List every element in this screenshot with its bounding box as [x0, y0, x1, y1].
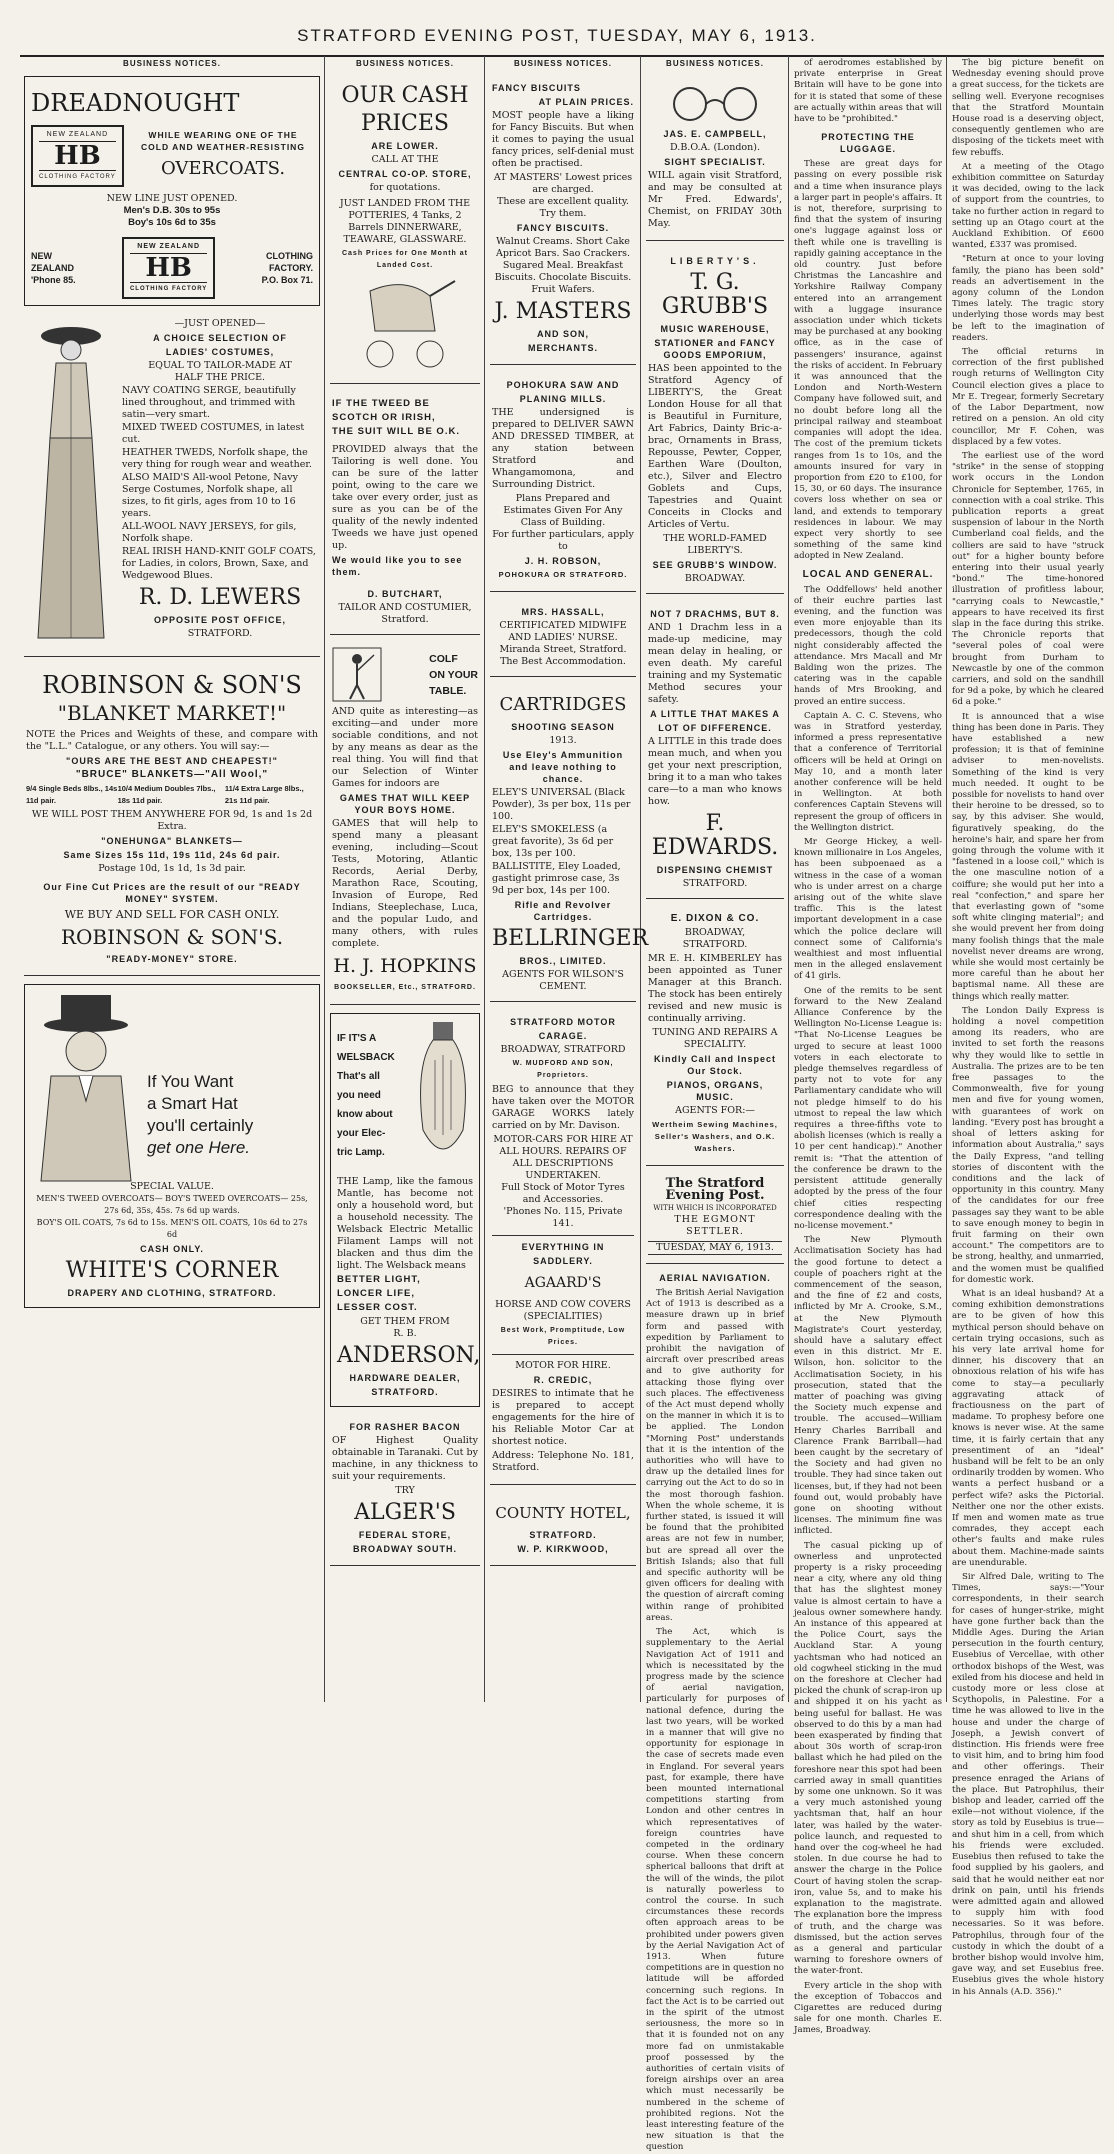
dreadnought-ad: [24, 76, 320, 306]
butchart-trade: TAILOR AND COSTUMIER,: [338, 602, 472, 613]
white-line: MEN'S TWEED OVERCOATS— BOY'S TWEED OVERCOATS— 25s, 27s 6d, 35s, 45s. 7s 6d up wards.: [36, 1194, 308, 1215]
ad-product: OVERCOATS.: [160, 158, 286, 179]
bell-item: ELEY'S UNIVERSAL (Black Powder), 3s per box, 11s per 100.: [492, 787, 631, 822]
robinson-blanket: "BLANKET MARKET!": [57, 701, 287, 725]
masters-name: J. MASTERS: [494, 299, 632, 324]
page-masthead: [0, 0, 1114, 56]
lewers-half: HALF THE PRICE.: [174, 372, 266, 383]
article-title: PROTECTING THE LUGGAGE.: [821, 132, 915, 155]
saddlery-name: AGAARD'S: [524, 1275, 602, 1291]
masthead-title: STRATFORD EVENING POST, TUESDAY, MAY 6, 1913.: [297, 26, 817, 45]
coop-prices: PRICES: [360, 111, 450, 136]
anderson-get: GET THEM FROM: [360, 1316, 450, 1327]
column-5: [794, 58, 942, 2036]
bell-rifle: Rifle and Revolver Cartridges.: [514, 900, 612, 922]
hassall-street: Miranda Street, Stratford.: [499, 644, 627, 655]
masters-trade: MERCHANTS.: [528, 343, 598, 353]
anderson-benefit: LESSER COST.: [337, 1302, 418, 1313]
logo-text: HB: [54, 141, 101, 171]
masters-and: AND SON,: [536, 329, 589, 339]
motor-addr: BROADWAY, STRATFORD: [500, 1044, 626, 1055]
grubb-text: HAS been appointed to the Stratford Agency of LIBERTY'S, the Great London House for all that is Beautiful in Furniture, Art Fabrics, Dainty Bric-a-brac, Ornaments in Brass, Repousse, Pewter, Copper, Earthen Ware (Doulton, etc.), Silver and Electro Goblets and Cups, Tapestries and Quaint Conceits in Clocks and Articles of Vertu.: [648, 363, 782, 530]
coop-quot: for quotations.: [369, 182, 441, 193]
logo-text: CLOTHING FACTORY: [39, 170, 116, 183]
butchart-h: SCOTCH OR IRISH,: [332, 412, 436, 423]
saddlery-h: SADDLERY.: [533, 1256, 593, 1266]
dixon-text: MR E. H. KIMBERLEY has been appointed as Tuner Manager at this Branch. The stock has been entirely revised and new music is continually arriving.: [648, 953, 782, 1024]
white-want: If You Want: [147, 1072, 234, 1091]
anderson-thats: you need: [337, 1089, 381, 1101]
gentleman-hat-illustration: [31, 991, 141, 1181]
article-paragraph: The Oddfellows' held another of their euchre parties last evening, and the function was even more enjoyable than its predecessors, though the cold night considerably affected the attendance. Mrs Macall and Mr Balding won the prizes. The catering was in the capable hands of Mrs Brooking, and proved an entire success.: [794, 584, 942, 707]
article-paragraph: It is announced that a wise thing has been done in Paris. They have established a new profession; it is that of feminine adviser to men-novelists. Something of the kind is very much needed. It ought to be possible for novelists to hand over their heroine to be dressed, so to say, by this adviser. She would, figuratively speaking, do the heroine's hair, and spare her from going through the volume with it "fastened in a loose coil," which is the one masculine notion of a coiffure; she would put her into a real "confection," and spare her that everlasting gown of "some soft white clinging material"; and she would prevent her from doing many foolish things that the male novelist never dreams are wrong, while she would most certainly be more careful than he about her baptismal name. All these are things which really matter.: [952, 711, 1104, 1002]
anderson-thats: your Elec-: [337, 1127, 386, 1139]
editorial-masthead: [646, 1174, 784, 1264]
white-want: you'll certainly: [147, 1116, 254, 1135]
white-line: BOY'S OIL COATS, 7s 6d to 15s. MEN'S OIL COATS, 10s 6d to 27s 6d: [36, 1218, 308, 1239]
column-1: [24, 58, 320, 1702]
credic-addr: Address: Telephone No. 181, Stratford.: [492, 1450, 634, 1473]
masters-fb: FANCY BISCUITS.: [516, 223, 610, 233]
article-paragraph: The Act, which is supplementary to the Aerial Navigation Act of 1911 and which is necessitated by the progress made by the science of aerial navigation, particularly for purposes of national defence, during the last two years, will be worked in a manner that will give no opportunity for espionage in the case of secrets made even in England. For several years past, for example, there have been mounted international competitions starting from London and other centres in which representatives of foreign countries have competed in the ordinary course. When these concern spherical balloons that drift at the will of the winds, the pilot is naturally powerless to control the course. In such circumstances these records often approach areas to be prohibited under powers given by the Aerial Navigation Act of 1913. When future competitions are in question no latitude will be afforded concerning such regions. In fact the Act is to be carried out in the spirit of the utmost seriousness, the more so in that it is founded not on any more fad on unmistakable proof possessed by the authorities of certain visits of foreign airships over an area which must necessarily be numbered in the scheme of prohibited regions. Not the least interesting feature of the new situation is that the question: [646, 1627, 784, 2153]
dixon-kindly: Kindly Call and Inspect Our Stock.: [653, 1054, 777, 1076]
edwards-trade: DISPENSING CHEMIST: [656, 865, 774, 875]
article-title: LOCAL AND GENERAL.: [802, 568, 934, 580]
blanket-size: 11/4 Extra Large 8lbs., 21s 11d pair.: [224, 784, 304, 805]
butchart-name: D. BUTCHART,: [367, 589, 443, 599]
masters-text: MOST people have a liking for Fancy Biscuits. But when it comes to paying the usual fancy prices, self-denial must often be practised.: [492, 110, 634, 169]
local-general-article: [794, 585, 942, 2037]
robinson-name2: ROBINSON & SON'S.: [60, 925, 284, 949]
butchart-town: Stratford.: [381, 614, 429, 625]
article-paragraph: of aerodromes established by private enterprise in Great Britain will have to be gone into for it is stated that some of these are actually within areas that will have to be "prohibited.": [794, 58, 942, 125]
motor-h: STRATFORD MOTOR: [510, 1017, 616, 1027]
logo-text: NEW ZEALAND: [39, 129, 116, 142]
anderson-text: THE Lamp, like the famous Mantle, has become not only a household word, but a household necessity. The Welsback Electric Metallic Filament Lamps will not blacken and thus dim the light. The Welsback means: [337, 1176, 473, 1271]
white-name: WHITE'S CORNER: [65, 1258, 279, 1283]
article-paragraph: These are great days for passing on every possible risk and a time when insurance plays a larger part in people's affairs. It is not, therefore, surprising to find that the system of insuring one's luggage against loss or theft while one is travelling is rapidly gaining acceptance in the old country. Just before Christmas the Lancashire and Yorkshire Railway Company entered into an arrangement with a luggage insurance association under which tickets may be purchased at any booking office, as in the case of passengers' insurance, against the risks of accident. In February it was announced that the London and North-Western Company have followed suit, and no doubt before long all the principal railway and steamboat companies will adopt the idea. The cost of the premium tickets ranges from 1s to 10s, and the amounts insured for vary in proportion from £20 to £100, for 15, 30, or 60 days. The insurance covers loss whether on sea or land, and extends to temporary residences in labour. We may expect very shortly to see something of the same kind adopted in New Zealand.: [794, 159, 942, 562]
anderson-ad: [330, 1013, 480, 1407]
robinson-cheapest: "OURS ARE THE BEST AND CHEAPEST!": [66, 756, 278, 766]
hopkins-text: AND quite as interesting—as exciting—and under more sociable conditions, and not by any means as dear as the real thing. You will find that our Selection of Winter Games for indoors are: [332, 706, 478, 789]
grubb-see: SEE GRUBB'S WINDOW.: [652, 560, 778, 570]
white-want: a Smart Hat: [147, 1094, 238, 1113]
hassall-cert: CERTIFICATED MIDWIFE AND LADIES' NURSE.: [499, 620, 627, 643]
dixon-agents: AGENTS FOR:—: [675, 1105, 755, 1116]
robinson-buy: WE BUY AND SELL FOR CASH ONLY.: [64, 908, 280, 921]
lewers-equal: EQUAL TO TAILOR-MADE AT: [148, 360, 292, 371]
dixon-wert: Wertheim Sewing Machines, Seller's Washers, and O.K. Washers.: [652, 1120, 778, 1153]
article-paragraph: The earliest use of the word "strike" in the sense of stopping work occurs in the London Chronicle for September, 1765, in connection with a coal strike. This publication reports a great suspension of labour in the North Cumberland coal fields, and the colliers are said to have "struck out" for a higher bounty before entering into their usual yearly "bond." The time-honored illustration of profitless labour, "carrying coals to Newcastle," appears to have received its first slap in the face during this strike. The Chronicle reports that "several poles of coal were brought from Durham to Newcastle by one of the common carriers, and sold on the sandhill for 9d a poke, by which he cleared 6d a poke.": [952, 450, 1104, 708]
butchart-text: PROVIDED always that the Tailoring is well done. You can be sure of the latter point, owing to the care we take over every order, just as sure as you can be of the quality of the newly indented Tweeds we have just opened up.: [332, 444, 478, 551]
article-paragraph: Sir Alfred Dale, writing to The Times, says:—"Your correspondents, in their search for cases of hunger-strike, might have gone further back than the Middle Ages. During the Arian persecution in the fourth century, Eusebius of Vercellae, with other orthodox bishops of the West, was exiled from his diocese and held in custody more or less close at Scythopolis, in Palestine. For a time he was allowed to live in the house and under the charge of Joseph, a Jewish convert of distinction. His friends were free to visit him, and to bring him food and other offerings. Their presence enraged the Arians of the place. But Patrophilus, their bishop and leader, carried off the exile—not without violence, if the story as told by Eusebius is true—and shut him in a cell, from which his friends were excluded. Eusebius then refused to take the food supplied by his gaolers, and said that he would neither eat nor drink on pain, until his friends were admitted again and allowed to supply him with food necessaries. So it was before. Patrophilus, through four of the custody in which the doubt of a brother bishop would involve him, gave way, and set Eusebius free. Eusebius gives the whole history in his Annals (A.D. 356).": [952, 1572, 1104, 1997]
alger-text: OF Highest Quality obtainable in Taranaki. Cut by machine, in any thickness to suit your requirements.: [332, 1435, 478, 1482]
robinson-name: ROBINSON & SON'S: [42, 671, 302, 699]
lewers-item: NAVY COATING SERGE, beautifully lined throughout, and trimmed with satin—very smart.: [122, 385, 296, 420]
grubb-music: MUSIC WAREHOUSE,: [660, 324, 770, 334]
lewers-choice: A CHOICE SELECTION OF: [153, 333, 287, 343]
motor-stock: Full Stock of Motor Tyres and Accessories.: [501, 1182, 625, 1205]
ad-left-line: NEW: [31, 251, 52, 261]
county-town: STRATFORD.: [529, 1530, 597, 1540]
column-6: [952, 58, 1104, 1997]
saddlery-h: EVERYTHING IN: [521, 1242, 605, 1252]
spectacles-icon: [660, 84, 770, 124]
masters-h: AT PLAIN PRICES.: [538, 97, 634, 107]
bell-h2: SHOOTING SEASON: [511, 722, 615, 732]
lewers-town: STRATFORD.: [187, 628, 253, 639]
robson-h: PLANING MILLS.: [519, 394, 607, 404]
hopkins-ad: [330, 643, 480, 1005]
saddlery-best: Best Work, Promptitude, Low Prices.: [500, 1327, 626, 1346]
edwards-text2: A LITTLE in this trade does mean much, and when you get your next prescription, bring it to a man who takes care—to a man who knows how.: [648, 736, 782, 807]
article-paragraph: What is an ideal husband? At a coming exhibition demonstrations are to be given of how this mythical person should behave on certain trying occasions, such as his very late arrival home for dinner, his discovery that an obnoxious relation of his wife has come to stay—a peculiarly aggravating attack of fractiousness on the part of madame. To prophesy before one knows is never wise. At the same time, it is fairly certain that any presentiment of an "ideal" husband will be felt to be an only ordinarily trodden by women. Who wants a perfect husband or a perfect wife? asks the Pictorial. Neither one nor the other exists. If men and women mate as true comrades, they accept each other's faults and make rules about them. Machine-made saints are unendurable.: [952, 1288, 1104, 1568]
notes-article: [952, 58, 1104, 1998]
edwards-little: LOT OF DIFFERENCE.: [658, 723, 772, 733]
robinson-note: NOTE the Prices and Weights of these, and compare with the "L.L." Catalogue, or any others. You will say:—: [26, 729, 318, 752]
robson-ad: [490, 373, 636, 592]
bellringer-ad: [490, 685, 649, 1002]
masters-list: Walnut Creams. Short Cake Apricot Bars. Sao Crackers. Sugared Meal. Breakfast Biscuits. Chocolate Biscuits. Fruit Wafers.: [494, 236, 632, 295]
anderson-trade: HARDWARE DEALER,: [349, 1373, 461, 1383]
edwards-town: STRATFORD.: [682, 878, 748, 889]
article-paragraph: The London Daily Express is holding a novel competition among its readers, who are invited to set forth the reasons why they would like to settle in Australia. The prizes are to be ten free passages to the Commonwealth, five for young men and five for young women, with guarantees of work on landing. "Every post has brought a shoal of letters asking for information about Australia," says the Daily Express, "and telling stories of discontent with the conditions and the lack of opportunity in this country. Many of the candidates for our free passages say they want to be able to save enough money to begin in fruit farming on their own account." The competitors are to be strong, healthy, and unmarried, and the women must be qualified for domestic work.: [952, 1005, 1104, 1285]
hopkins-trade: BOOKSELLER, Etc., STRATFORD.: [334, 984, 476, 991]
robinson-post: WE WILL POST THEM ANYWHERE FOR 9d, 1s and 1s 2d Extra.: [31, 809, 313, 832]
article-paragraph: One of the remits to be sent forward to the New Zealand Alliance Conference by the Wellington No-License League is: "That No-License Leagues be urged to secure at least 1000 voters in each electorate to pledge themselves regardless of party not to vote for any Parliamentary candidate who will not pledge himself to do his utmost to repeal the law which requires a three-fifths vote to abolish licenses (which is really a 10 per cent handicap)." Another remit is: "That the attention of the conference be drawn to the persistent attitude generally adopted by the press of the four chief cities respecting correspondence dealing with the no-license movement.": [794, 985, 942, 1231]
alger-name: ALGER'S: [354, 1500, 456, 1525]
masters-h: FANCY BISCUITS: [492, 83, 581, 93]
bell-agents: AGENTS FOR WILSON'S: [502, 969, 624, 980]
anderson-thats: That's all: [337, 1070, 380, 1082]
dixon-pianos: PIANOS, ORGANS, MUSIC.: [666, 1080, 764, 1102]
dixon-town: STRATFORD.: [682, 939, 748, 950]
grubb-ad: [646, 249, 784, 594]
robson-h: POHOKURA SAW AND: [506, 380, 620, 390]
robson-plans: Plans Prepared and Estimates Given For Any Class of Building.: [503, 493, 623, 528]
edwards-little: A LITTLE THAT MAKES A: [650, 709, 780, 719]
county-name: COUNTY HOTEL,: [495, 1504, 631, 1522]
lewers-item: MIXED TWEED COSTUMES, in latest cut.: [122, 422, 305, 445]
coop-landed: JUST LANDED FROM THE POTTERIES, 4 Tanks, 2 Barrels DINNERWARE, TEAWARE, GLASSWARE.: [339, 198, 471, 245]
dixon-tuning: TUNING AND REPAIRS A SPECIALITY.: [652, 1027, 778, 1050]
hopkins-golf: COLF: [429, 652, 458, 665]
article-paragraph: Mr George Hickey, a well-known millionaire in Los Angeles, has been subpoenaed as a witness in the case of a woman who is under arrest on a charge arising out of the white slave traffic. This is the latest important development in a case which the police declare will connect some of California's wealthiest and most influential men in the alleged enslavement of 41 girls.: [794, 837, 942, 982]
hassall-best: The Best Accommodation.: [500, 656, 626, 667]
alger-ad: [330, 1415, 480, 1566]
robinson-same: Same Sizes 15s 11d, 19s 11d, 24s 6d pair.: [63, 850, 281, 860]
bell-item: ELEY'S SMOKELESS (a great favorite), 3s 6d per box, 13s per 100.: [492, 824, 614, 859]
article-title: AERIAL NAVIGATION.: [659, 1273, 771, 1283]
robson-name: J. H. ROBSON,: [524, 556, 602, 566]
robinson-postage: Postage 10d, 1s 1d, 1s 3d pair.: [98, 863, 246, 874]
section-label: BUSINESS NOTICES.: [123, 59, 221, 68]
white-want: get one Here.: [147, 1138, 251, 1157]
motor-h: CARAGE.: [538, 1031, 588, 1041]
grubb-liberty: LIBERTY'S.: [670, 256, 760, 266]
ad-left-line: 'Phone 85.: [31, 275, 76, 285]
motor-text: BEG to announce that they have taken over the MOTOR GARAGE WORKS lately carried on by Mr. Davison.: [492, 1084, 634, 1131]
anderson-benefit: BETTER LIGHT,: [337, 1274, 421, 1285]
credic-motor: MOTOR FOR HIRE.: [515, 1360, 611, 1371]
butchart-like: We would like you to see them.: [332, 555, 463, 577]
lady-costume-illustration: [26, 318, 116, 648]
motor-hire: MOTOR-CARS FOR HIRE AT ALL HOURS. REPAIRS OF ALL DESCRIPTIONS UNDERTAKEN.: [493, 1134, 633, 1181]
grubb-street: BROADWAY.: [684, 573, 746, 584]
price-boys: Boy's 10s 6d to 35s: [128, 217, 216, 228]
masters-ad: [490, 76, 636, 365]
logo-text: NEW ZEALAND: [130, 241, 207, 254]
column-separator: [640, 56, 641, 1702]
motor-name: W. MUDFORD AND SON, Proprietors.: [512, 1060, 614, 1079]
hopkins-games2: GAMES that will help to spend many a pleasant evening, including—Scout Tests, Motoring, Atlantic Records, Aerial Derby, Marathon Race, Scouting, Invasion of Europe, Red Indians, Steeplechase, Luca, and the popular Ludo, and many others, with rules complete.: [332, 818, 478, 949]
article-paragraph: The British Aerial Navigation Act of 1913 is described as a measure drawn up in brief form and passed with expedition by Parliament to prohibit the navigation of aircraft over prescribed areas and to give authority for attacking those flying over such places. The effectiveness of the Act must depend wholly on the manner in which it is to be applied. The London "Morning Post" understands that it is the intention of the authorities who will have to draw up the detailed lines for carrying out the Act to do so in the most thorough fashion. When the whole scheme, it is further stated, is issued it will be found that the prohibited areas are not few in number, but are spread all over the British Islands; also that full and specific authority will be given officers for dealing with the question of aircraft coming within range of prohibited areas.: [646, 1288, 784, 1623]
bell-bros: BROS., LIMITED.: [519, 956, 607, 966]
anderson-town: STRATFORD.: [371, 1387, 439, 1397]
hopkins-table: TABLE.: [429, 684, 467, 697]
ad-right-line: FACTORY.: [268, 263, 313, 273]
robinson-store: "READY-MONEY" STORE.: [106, 954, 238, 964]
column-separator: [484, 56, 485, 1702]
masters-at: AT MASTERS' Lowest prices are charged.: [493, 172, 633, 195]
bell-name: BELLRINGER: [492, 926, 649, 951]
article-paragraph: The casual picking up of ownerless and unprotected property is a risky proceeding near a city, where any old thing that has the slightest money value is almost certain to have a jealous owner somewhere handy. An instance of this appeared at the Police Court, says the Auckland Star. A young yachtsman who had noticed an old cogwheel sticking in the mud on the foreshore at Clecher had picked the chunk of scrap-iron up and shipped it on his yacht as being useful for ballast. He was observed to do this by a man had been exasperated by finding that about 30s worth of scrap-iron ballast which he had piled on the foreshore near this spot had been carried away in small quantities by some one unknown. So it was a very much astonished young yachtsman that, half an hour later, was hailed by the water-police launch, and requested to hand over the cog-wheel he had stolen. In due course he had to answer the charge in the Police Court of having stolen the scrap-iron, value 5s, and to make his explanation to the magistrate. The explanation bore the impress of truth, and the charge was dismissed, but the action serves as a general and particular warning to foreshore owners of the water-front.: [794, 1540, 942, 1977]
section-label: BUSINESS NOTICES.: [356, 59, 454, 68]
article-paragraph: At a meeting of the Otago exhibition committee on Saturday it was decided, owing to the lack of support from the countries, to take no further action in regard to setting up an Otago court at the Auckland Exhibition. Of £600 wanted, £337 was promised.: [952, 161, 1104, 251]
column-separator: [946, 56, 947, 1702]
grubb-world: THE WORLD-FAMED LIBERTY'S.: [663, 533, 767, 556]
county-prop: W. P. KIRKWOOD,: [517, 1544, 609, 1554]
robinson-ad: [24, 665, 320, 976]
paper-settler: THE EGMONT SETTLER.: [674, 1214, 756, 1237]
coop-call: CALL AT THE: [371, 154, 439, 165]
lewers-opened: —JUST OPENED—: [174, 318, 266, 329]
white-cash: CASH ONLY.: [140, 1244, 204, 1254]
golfer-icon: [332, 647, 382, 702]
anderson-ifit: IF IT'S A: [337, 1032, 377, 1044]
paper-date: TUESDAY, MAY 6, 1913.: [648, 1241, 782, 1255]
ad-tagline: WHILE WEARING ONE OF THE COLD AND WEATHER-RESISTING: [141, 130, 305, 152]
column-separator: [324, 56, 325, 1702]
butchart-ad: [330, 392, 480, 635]
pram-illustration: [350, 276, 460, 371]
coop-lower: ARE LOWER.: [371, 141, 439, 151]
lewers-item: ALSO MAID'S All-wool Petone, Navy Serge Costumes, Norfolk shape, all sizes, to fit girls, ages from 10 to 16 years.: [122, 472, 298, 519]
article-paragraph: "Return at once to your loving family, the piano has been sold" reads an advertisement in the agony column of the London Times lately. The tragic story underlying those words may best be left to the imagination of readers.: [952, 254, 1104, 343]
edwards-h: NOT 7 DRACHMS, BUT 8.: [650, 609, 780, 619]
lewers-item: ALL-WOOL NAVY JERSEYS, for gils, Norfolk shape.: [122, 521, 297, 544]
white-corner-ad: [24, 984, 320, 1308]
hopkins-games: GAMES THAT WILL KEEP YOUR BOYS HOME.: [339, 793, 471, 815]
hb-logo: [31, 125, 124, 187]
hopkins-name: H. J. HOPKINS: [333, 955, 477, 977]
robinson-bruce: "BRUCE" BLANKETS—"All Wool,": [75, 769, 269, 780]
blanket-size: 9/4 Single Beds 8lbs., 14s 11d pair.: [26, 784, 118, 805]
alger-try: TRY: [395, 1485, 415, 1496]
lewers-name: R. D. LEWERS: [138, 585, 302, 610]
dixon-ad: [646, 907, 784, 1166]
campbell-ad: [646, 76, 784, 241]
credic-name: R. CREDIC,: [533, 1375, 593, 1385]
anderson-thats: tric Lamp.: [337, 1146, 385, 1158]
alger-street: BROADWAY SOUTH.: [352, 1544, 457, 1554]
article-paragraph: Captain A. C. C. Stevens, who was in Stratford yesterday, informed a press representative that a conference of Territorial officers will be held at Oringi on May 10, and a month later another conference will be held in Wellington. At both conferences Captain Stevens will represent the group of officers in the Wellington district.: [794, 710, 942, 833]
column-2: [330, 58, 480, 1702]
price-mens: Men's D.B. 30s to 95s: [123, 205, 221, 216]
campbell-deg: D.B.O.A. (London).: [670, 142, 760, 153]
ad-title: DREADNOUGHT: [31, 89, 240, 117]
anderson-benefit: LONCER LIFE,: [337, 1288, 415, 1299]
lewers-item: HEATHER TWEDS, Norfolk shape, the very thing for rough wear and weather.: [122, 447, 312, 470]
coop-cash: Cash Prices for One Month at Landed Cost.: [341, 250, 469, 269]
white-special: SPECIAL VALUE.: [130, 1181, 214, 1192]
robson-where: POHOKURA OR STRATFORD.: [498, 570, 628, 579]
logo-text: CLOTHING FACTORY: [130, 282, 207, 295]
edwards-ad: [646, 602, 784, 899]
column-3: [490, 58, 649, 1702]
motor-ad: [490, 1010, 636, 1485]
bell-item: BALLISTITE, Eley Loaded, gastight primrose case, 3s 9d per box, 14s per 100.: [492, 861, 621, 896]
anderson-rb: R. B.: [393, 1328, 417, 1339]
hopkins-on: ON YOUR: [429, 668, 478, 681]
butchart-h: IF THE TWEED BE: [332, 398, 430, 409]
white-sub: DRAPERY AND CLOTHING, STRATFORD.: [67, 1288, 277, 1298]
logo-text: HB: [145, 253, 192, 283]
bell-use: Use Eley's Ammunition and leave nothing to chance.: [502, 750, 624, 784]
column-separator: [788, 56, 789, 1702]
luggage-article: [794, 159, 942, 562]
robinson-onehunga: "ONEHUNGA" BLANKETS—: [101, 836, 243, 846]
ad-left-line: ZEALAND: [31, 263, 74, 273]
bell-cement: CEMENT.: [539, 981, 587, 992]
robson-further: For further particulars, apply to: [492, 529, 634, 552]
light-bulb-icon: [413, 1020, 473, 1170]
robinson-fine: Our Fine Cut Prices are the result of our "READY MONEY" SYSTEM.: [43, 882, 301, 904]
campbell-text: WILL again visit Stratford, and may be consulted at Mr Fred. Edwards', Chemist, on FRIDAY 30th May.: [648, 170, 782, 229]
motor-phone: 'Phones No. 115, Private 141.: [503, 1206, 623, 1229]
hassall-name: MRS. HASSALL,: [521, 607, 605, 617]
masters-try: Try them.: [539, 208, 587, 219]
dixon-name: E. DIXON & CO.: [670, 913, 760, 924]
anderson-name: ANDERSON,: [337, 1343, 481, 1368]
edwards-text: AND 1 Drachm less in a made-up medicine, may mean delay in healing, or even death. My careful training and my Systematic Method secures your safety.: [648, 622, 782, 705]
ad-right-line: CLOTHING: [265, 251, 313, 261]
lewers-opposite: OPPOSITE POST OFFICE,: [153, 615, 286, 625]
butchart-h: THE SUIT WILL BE O.K.: [332, 426, 460, 437]
lewers-ad: [24, 314, 320, 657]
alger-store: FEDERAL STORE,: [358, 1530, 452, 1540]
grubb-name: T. G. GRUBB'S: [661, 270, 769, 319]
ad-right-line: P.O. Box 71.: [261, 275, 313, 285]
credic-text: DESIRES to intimate that he is prepared to accept engagements for the hire of his Reliable Motor Car at shortest notice.: [492, 1388, 634, 1447]
anderson-thats: know about: [337, 1108, 393, 1120]
article-paragraph: The official returns in correction of the first published rough returns of Wellington City Council election gives a place to Mr E. Tregear, formerly Secretary of the Labor Department, now retired on a pension. An old city councillor, Mr F. Cohen, was displaced by a few votes.: [952, 347, 1104, 447]
column-4: [646, 58, 784, 2153]
hassall-ad: [490, 600, 636, 677]
campbell-name: JAS. E. CAMPBELL,: [663, 129, 767, 139]
masters-these: These are excellent quality.: [497, 196, 629, 207]
paper-with: WITH WHICH IS INCORPORATED: [653, 1204, 777, 1212]
edwards-name: F. EDWARDS.: [651, 811, 779, 860]
bell-h: CARTRIDGES: [499, 694, 627, 715]
lewers-item: REAL IRISH HAND-KNIT GOLF COATS, for Ladies, in colors, Brown, Saxe, and Wedgewood Blues.: [122, 546, 316, 581]
article-paragraph: The New Plymouth Acclimatisation Society has had the good fortune to detect a couple of poachers right at the commencement of the season, and the fine of £2 and costs, inflicted by Mr A. Crooke, S.M., at the New Plymouth Magistrate's Court yesterday, should have a salutary effect even in this district. Mr E. Wilson, hon. solicitor to the Acclimatisation Society, in his prosecution, stated that the matter of poaching was giving the Society much expense and trouble. The accused—William Henry Charles Barriball and Clarence Frank Barriball—had been caught by the secretary of the Society and had given no trouble. They had since taken out licenses, but, if they had not been found out, would probably have gone on shooting without licenses. The minimum fine was inflicted.: [794, 1235, 942, 1537]
paper-title: The Stratford Evening Post.: [665, 1176, 765, 1203]
hb-logo: [122, 237, 215, 299]
aerial-article: [646, 1288, 784, 2154]
aerodromes-article: [794, 58, 942, 125]
saddlery-horse: HORSE AND COW COVERS (SPECIALITIES): [495, 1299, 631, 1322]
robson-text: THE undersigned is prepared to DELIVER SAWN AND DRESSED TIMBER, at any station between Stratford and Whangamomona, and Surrounding District.: [492, 407, 634, 490]
coop-store: CENTRAL CO-OP. STORE,: [338, 169, 472, 179]
grubb-stat: STATIONER and FANCY GOODS EMPORIUM,: [654, 338, 776, 360]
anderson-welsback: WELSBACK: [337, 1051, 395, 1063]
ad-opened: NEW LINE JUST OPENED.: [106, 193, 238, 204]
bell-year: 1913.: [549, 735, 577, 746]
coop-ad: [330, 76, 480, 384]
article-paragraph: The big picture benefit on Wednesday evening should prove a great success, for the tickets are selling well. Everyone recognises that the Stratford Mountain House road is a deserving object, consequently gentlemen who are disposing of the tickets meet with few rebuffs.: [952, 58, 1104, 158]
county-hotel-ad: [490, 1493, 636, 1566]
lewers-ladies: LADIES' COSTUMES,: [165, 347, 275, 357]
dixon-street: BROADWAY,: [684, 927, 746, 938]
masthead-rule: [20, 55, 1104, 57]
section-label: BUSINESS NOTICES.: [514, 59, 612, 68]
article-paragraph: Every article in the shop with the exception of Tobaccos and Cigarettes are reduced during sale for one month. Charles E. James, Broadway.: [794, 1980, 942, 2036]
coop-our: OUR CASH: [341, 83, 469, 108]
campbell-title: SIGHT SPECIALIST.: [664, 157, 766, 167]
blanket-size: 10/4 Medium Doubles 7lbs., 18s 11d pair.: [117, 784, 216, 805]
section-label: BUSINESS NOTICES.: [666, 59, 764, 68]
alger-h: FOR RASHER BACON: [349, 1422, 461, 1432]
